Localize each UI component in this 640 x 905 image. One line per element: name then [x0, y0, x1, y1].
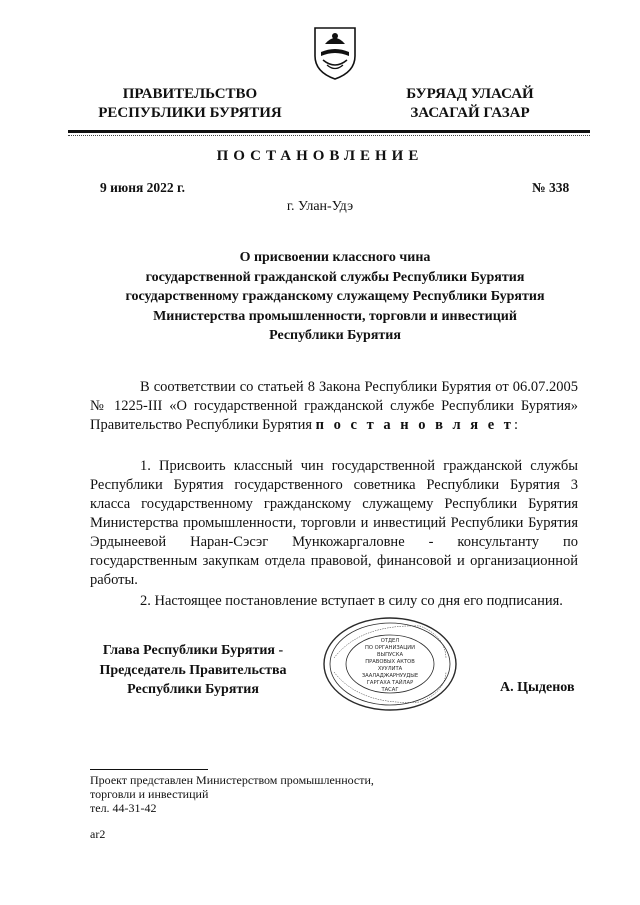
stamp-line6: ЗААЛАДЖАРНУУДЫЕ — [361, 673, 419, 679]
subject-line4: Министерства промышленности, торговли и инвестиций — [153, 308, 517, 324]
header-divider — [68, 130, 590, 133]
header-right-line2: ЗАСАГАЙ ГАЗАР — [410, 105, 530, 121]
header-right-line1: БУРЯАД УЛАСАЙ — [406, 86, 534, 102]
position-line3: Республики Бурятия — [127, 682, 259, 697]
header-left-line2: РЕСПУБЛИКИ БУРЯТИЯ — [98, 105, 282, 121]
stamp-line1: ОТДЕЛ — [380, 638, 400, 644]
header-divider-dotted — [68, 135, 590, 136]
subject-line3: государственному гражданскому служащему Республики Бурятия — [125, 289, 545, 304]
preamble-text: В соответствии со статьей 8 Закона Республики Бурятия от 06.07.2005 № 1225-III «О государственной гражданской службе Республики Бурятия» Правительство Республики Бурятия — [90, 379, 578, 433]
stamp-line8: ТАСАГ — [381, 687, 399, 693]
signatory-position — [88, 641, 298, 700]
item-2-paragraph: 2. Настоящее постановление вступает в силу со дня его подписания. — [140, 593, 563, 609]
footer-line2: торговли и инвестиций — [90, 787, 209, 801]
preamble-paragraph — [90, 378, 578, 435]
document-title: ПОСТАНОВЛЕНИЕ — [216, 148, 424, 164]
footer-divider — [90, 769, 208, 770]
coat-of-arms-icon — [311, 22, 359, 82]
stamp-line2: ПО ОРГАНИЗАЦИИ — [364, 645, 416, 651]
subject-line5: Республики Бурятия — [269, 328, 401, 343]
preamble-end: : — [513, 417, 518, 433]
header-left-line1: ПРАВИТЕЛЬСТВО — [122, 86, 258, 102]
subject-line2: государственной гражданской службы Республики Бурятия — [145, 269, 525, 285]
document-subject — [90, 248, 580, 346]
document-code: ar2 — [90, 827, 106, 841]
document-date: 9 июня 2022 г. — [100, 180, 186, 195]
government-name-russian — [80, 85, 300, 123]
footer-line3: тел. 44-31-42 — [90, 801, 157, 815]
draft-note — [90, 773, 420, 815]
position-line2: Председатель Правительства — [99, 662, 287, 678]
official-stamp-icon — [320, 614, 460, 714]
government-name-buryat — [385, 85, 555, 123]
signatory-name: А. Цыденов — [500, 680, 575, 695]
document-city: г. Улан-Удэ — [286, 199, 354, 214]
subject-line1: О присвоении классного чина — [239, 250, 431, 265]
footer-line1: Проект представлен Министерством промышленности, — [90, 773, 374, 787]
item-1-paragraph: 1. Присвоить классный чин государственной гражданской службы Республики Бурятия государственного советника Республики Бурятия 3 класса государственному гражданскому служащему Республики Бурятия Министерства промышленности, торговли и инвестиций Республики Бурятия Эрдынеевой Наран-Сэсэг Мункожаргаловне - консультанту по государственным закупкам отдела правовой, финансовой и организационной работы. — [90, 458, 578, 588]
position-line1: Глава Республики Бурятия - — [102, 643, 284, 658]
stamp-line3: ВЫПУСКА — [376, 652, 404, 658]
document-number: № 338 — [532, 180, 570, 195]
decree-word: п о с т а н о в л я е т — [315, 417, 514, 433]
stamp-line5: ХУУЛИТА — [377, 666, 403, 672]
stamp-line4: ПРАВОВЫХ АКТОВ — [365, 659, 415, 665]
stamp-line7: ГАРГАХА ТАЙЛАР — [366, 680, 414, 686]
